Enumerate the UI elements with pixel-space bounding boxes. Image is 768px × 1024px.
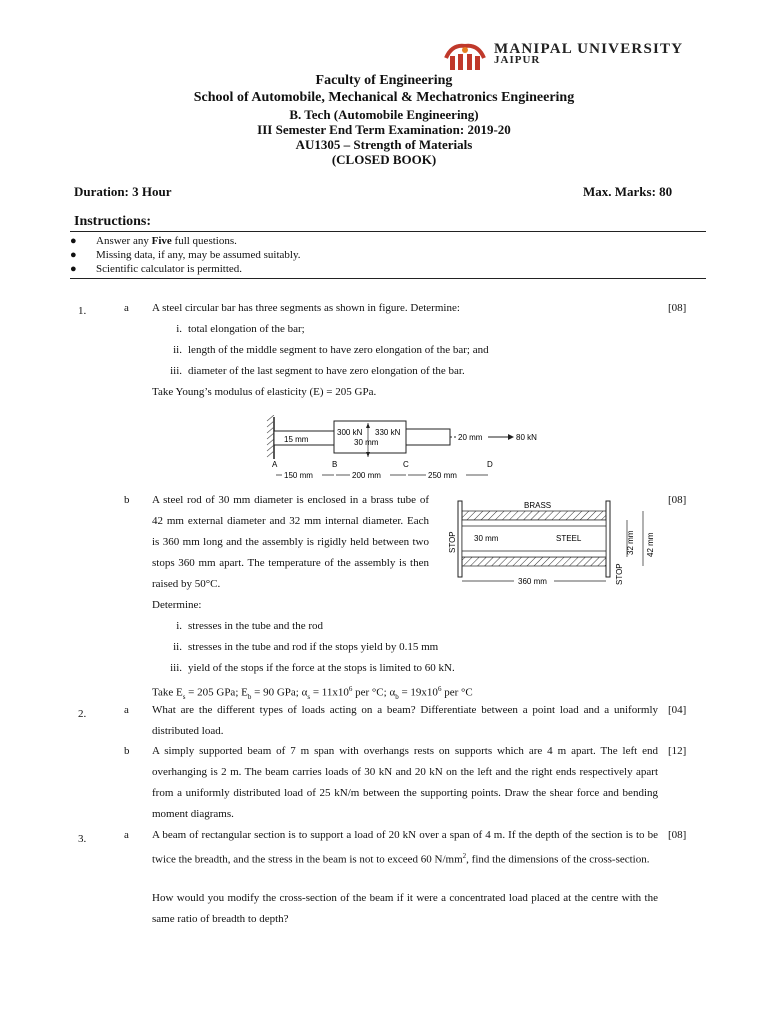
- bullet-icon: ●: [70, 263, 77, 275]
- instructions-top-rule: [70, 231, 706, 232]
- marks: [08]: [668, 829, 687, 841]
- question-number: 2.: [78, 708, 87, 720]
- bullet-icon: ●: [70, 235, 77, 247]
- modulus-note: Take Young’s modulus of elasticity (E) = 205 GPa.: [152, 386, 377, 398]
- sub-item: iii. diameter of the last segment to have zero elongation of the bar.: [170, 365, 465, 377]
- fig2-d42: 42 mm: [646, 532, 655, 557]
- question-text: A simply supported beam of 7 m span with overhangs rests on supports which are 4 m apart. The left end overhanging is 2 m. The beam carries loads of 30 kN and 20 kN on the left and the right ends respectively apart from a uniformly distributed load of 25 kN/m between the supporting points. Draw the shear force and bending moment diagrams.: [152, 745, 658, 820]
- marks: [04]: [668, 704, 687, 716]
- question-number: 3.: [78, 833, 87, 845]
- program-title: B. Tech (Automobile Engineering): [289, 107, 479, 122]
- part-label: b: [124, 494, 130, 506]
- university-emblem-icon: [440, 40, 490, 74]
- fig2-stop-left: STOP: [448, 531, 457, 553]
- question-number: 1.: [78, 305, 87, 317]
- question-text: A steel circular bar has three segments as shown in figure. Determine:: [152, 302, 460, 314]
- determine-label: Determine:: [152, 599, 202, 611]
- question-text: A steel rod of 30 mm diameter is enclosed in a brass tube of 42 mm external diameter and 32 mm internal diameter. Each is 360 mm long and the assembly is rigidly held between two stops 360 mm apart. The temperature of the assembly is then raised by 50°C.: [152, 494, 429, 590]
- sub-item: i. stresses in the tube and the rod: [176, 620, 324, 632]
- course-title: AU1305 – Strength of Materials: [295, 137, 473, 152]
- question-text-2: How would you modify the cross-section of the beam if it were a concentrated load placed at the centre with the same ratio of breadth to depth?: [152, 892, 658, 925]
- part-label: a: [124, 704, 129, 716]
- instructions-bottom-rule: [70, 278, 706, 279]
- fig1-d1: 15 mm: [284, 435, 309, 444]
- fig2-d: 30 mm: [474, 534, 499, 543]
- marks: [08]: [668, 494, 687, 506]
- part-label: b: [124, 745, 130, 757]
- university-logo: [440, 40, 705, 74]
- fig1-f3: 80 kN: [516, 433, 537, 442]
- instructions-title: Instructions:: [74, 214, 152, 229]
- duration: Duration: 3 Hour: [74, 184, 172, 199]
- fig1-d2: 30 mm: [354, 438, 379, 447]
- logo-name-line1: MANIPAL UNIVERSITY: [494, 41, 684, 57]
- fig1-pb: B: [332, 460, 338, 469]
- book-type: (CLOSED BOOK): [331, 152, 437, 167]
- exam-title: III Semester End Term Examination: 2019-20: [257, 122, 511, 137]
- fig1-pc: C: [403, 460, 409, 469]
- stepped-bar-figure: [262, 415, 542, 483]
- question-text: What are the different types of loads acting on a beam? Differentiate between a point load and a uniformly distributed load.: [152, 704, 658, 737]
- part-label: a: [124, 829, 129, 841]
- fig2-brass: BRASS: [524, 501, 552, 510]
- max-marks: Max. Marks: 80: [583, 184, 673, 199]
- fig1-l2: 200 mm: [352, 471, 381, 480]
- fig1-f2: 330 kN: [375, 428, 401, 437]
- tube-rod-figure: [440, 497, 666, 593]
- faculty-title: Faculty of Engineering: [315, 73, 453, 88]
- sub-item: iii. yield of the stops if the force at the stops is limited to 60 kN.: [170, 662, 455, 674]
- school-title: School of Automobile, Mechanical & Mechatronics Engineering: [193, 90, 575, 105]
- marks: [12]: [668, 745, 687, 757]
- fig1-d3: 20 mm: [458, 433, 483, 442]
- question-text: A beam of rectangular section is to support a load of 20 kN over a span of 4 m. If the depth of the section is to be twice the breadth, and the stress in the beam is not to exceed 60 $N/mm^2$, find the dimensions of the cross-section.: [152, 829, 658, 866]
- marks: [08]: [668, 302, 687, 314]
- part-label: a: [124, 302, 129, 314]
- fig2-len: 360 mm: [518, 577, 547, 586]
- fig1-l3: 250 mm: [428, 471, 457, 480]
- sub-item: ii. stresses in the tube and rod if the stops yield by 0.15 mm: [173, 641, 439, 653]
- fig2-stop-right: STOP: [615, 563, 624, 585]
- bullet-icon: ●: [70, 249, 77, 261]
- fig2-steel: STEEL: [556, 534, 582, 543]
- fig2-d32: 32 mm: [626, 530, 635, 555]
- material-constants: Take $E_s = 205$ GPa; $E_b = 90$ GPa; $\alpha_s = 11x10^6$ per °C; $\alpha_b = 19x10^6$ per °C: [152, 685, 473, 701]
- fig1-l1: 150 mm: [284, 471, 313, 480]
- fig1-f1: 300 kN: [337, 428, 363, 437]
- sub-item: i. total elongation of the bar;: [176, 323, 305, 335]
- logo-name-line2: JAIPUR: [494, 54, 541, 66]
- sub-item: ii. length of the middle segment to have zero elongation of the bar; and: [173, 344, 489, 356]
- fig1-pa: A: [272, 460, 278, 469]
- fig1-pd: D: [487, 460, 493, 469]
